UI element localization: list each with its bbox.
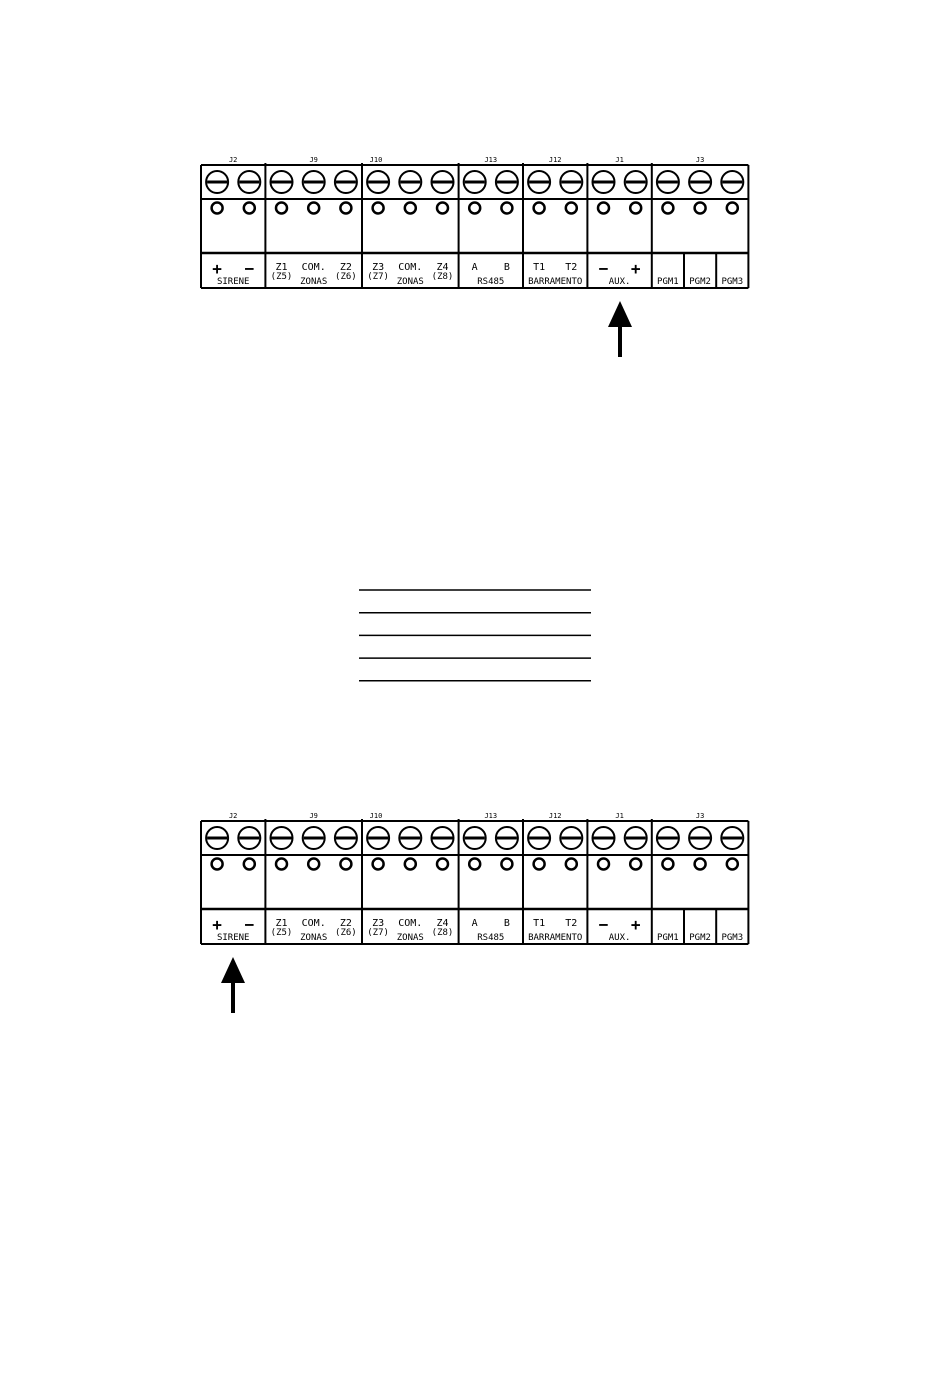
terminal-label-t2: T2	[565, 262, 578, 273]
terminal-block-diagram-top	[201, 156, 748, 357]
wire-hole-icon	[727, 203, 738, 214]
terminal-sub-label: (Z7)	[367, 272, 389, 282]
wire-hole-icon	[566, 203, 577, 214]
wire-hole-icon	[308, 859, 319, 870]
terminal-group-j3	[652, 812, 744, 944]
connector-id-label: J1	[615, 156, 624, 164]
wire-hole-icon	[630, 859, 641, 870]
terminal-label-z3: Z3	[372, 918, 385, 929]
terminal-label-z1: Z1	[275, 918, 288, 929]
wire-hole-icon	[501, 203, 512, 214]
terminal-label-plus: +	[212, 915, 222, 934]
wire-hole-icon	[340, 203, 351, 214]
terminal-label-minus: −	[598, 259, 609, 278]
terminal-label-plus: +	[630, 259, 641, 278]
terminal-label-minus: −	[244, 259, 255, 278]
terminal-group-j13	[459, 156, 518, 288]
wire-hole-icon	[727, 859, 738, 870]
wire-hole-icon	[244, 203, 255, 214]
terminal-label-com: COM.	[398, 262, 423, 273]
connector-id-label: J12	[548, 156, 562, 164]
terminal-label-plus: +	[630, 915, 641, 934]
terminal-label-t1: T1	[533, 262, 546, 273]
wire-hole-icon	[534, 203, 545, 214]
terminal-group-j12	[523, 812, 582, 944]
group-function-label: ZONAS	[396, 933, 424, 943]
wire-hole-icon	[373, 859, 384, 870]
connector-id-label: J13	[484, 156, 498, 164]
group-function-label: SIRENE	[216, 933, 250, 943]
connector-id-label: J13	[484, 812, 498, 820]
terminal-group-j10	[362, 156, 454, 288]
terminal-label-com: COM.	[398, 918, 423, 929]
group-function-label: ZONAS	[300, 277, 328, 287]
wire-hole-icon	[630, 203, 641, 214]
wire-hole-icon	[695, 859, 706, 870]
terminal-sub-label: (Z6)	[335, 928, 357, 938]
terminal-sub-label: (Z5)	[270, 272, 293, 282]
terminal-label-a: A	[471, 262, 478, 273]
wire-hole-icon	[212, 203, 223, 214]
connector-id-label: J3	[695, 156, 705, 164]
connector-id-label: J2	[228, 812, 238, 820]
terminal-label-minus: −	[244, 915, 255, 934]
terminal-group-j9	[265, 812, 357, 944]
terminal-label-minus: −	[598, 915, 609, 934]
terminal-sub-label: (Z6)	[335, 272, 357, 282]
wire-hole-icon	[437, 203, 448, 214]
terminal-label-z4: Z4	[436, 918, 449, 929]
pgm-cell-label: PGM1	[657, 933, 679, 943]
pgm-cell-label: PGM3	[721, 277, 744, 287]
wire-hole-icon	[373, 203, 384, 214]
terminal-group-j9	[265, 156, 357, 288]
terminal-label-z3: Z3	[372, 262, 385, 273]
terminal-group-j2	[206, 156, 260, 287]
terminal-label-z1: Z1	[275, 262, 288, 273]
wire-hole-icon	[598, 859, 609, 870]
terminal-group-j12	[523, 156, 582, 288]
wire-hole-icon	[662, 859, 673, 870]
terminal-group-j1	[587, 812, 646, 944]
wire-hole-icon	[695, 203, 706, 214]
connector-id-label: J9	[309, 156, 318, 164]
terminal-group-j10	[362, 812, 454, 944]
group-function-label: AUX.	[608, 933, 631, 943]
terminal-group-j3	[652, 156, 744, 288]
connector-id-label: J9	[309, 812, 318, 820]
terminal-group-j13	[459, 812, 518, 944]
connector-id-label: J2	[228, 156, 238, 164]
wire-hole-icon	[469, 203, 480, 214]
terminal-sub-label: (Z5)	[270, 928, 293, 938]
group-function-label: RS485	[477, 933, 505, 943]
connector-id-label: J12	[548, 812, 562, 820]
terminal-label-plus: +	[212, 259, 222, 278]
wire-hole-icon	[534, 859, 545, 870]
terminal-label-b: B	[503, 262, 510, 273]
terminal-label-b: B	[503, 918, 510, 929]
terminal-sub-label: (Z8)	[431, 928, 454, 938]
wire-hole-icon	[469, 859, 480, 870]
terminal-group-j2	[206, 812, 260, 943]
terminal-label-z4: Z4	[436, 262, 449, 273]
wire-hole-icon	[662, 203, 673, 214]
wire-hole-icon	[340, 859, 351, 870]
pgm-cell-label: PGM2	[689, 933, 711, 943]
terminal-label-t1: T1	[533, 918, 546, 929]
wire-hole-icon	[308, 203, 319, 214]
group-function-label: ZONAS	[396, 277, 424, 287]
group-function-label: BARRAMENTO	[528, 277, 583, 287]
wire-hole-icon	[437, 859, 448, 870]
terminal-label-z2: Z2	[339, 262, 352, 273]
connector-id-label: J1	[615, 812, 624, 820]
wire-hole-icon	[276, 859, 287, 870]
wire-hole-icon	[244, 859, 255, 870]
wire-hole-icon	[212, 859, 223, 870]
group-function-label: ZONAS	[300, 933, 328, 943]
group-function-label: BARRAMENTO	[528, 933, 583, 943]
connector-id-label: J3	[695, 812, 705, 820]
terminal-sub-label: (Z8)	[431, 272, 454, 282]
connector-id-label: J10	[369, 156, 383, 164]
terminal-label-z2: Z2	[339, 918, 352, 929]
terminal-group-j1	[587, 156, 646, 288]
wire-hole-icon	[276, 203, 287, 214]
group-function-label: AUX.	[608, 277, 631, 287]
terminal-sub-label: (Z7)	[367, 928, 389, 938]
wire-hole-icon	[501, 859, 512, 870]
terminal-label-a: A	[471, 918, 478, 929]
terminal-block-diagram-bottom	[201, 812, 748, 1013]
terminal-label-com: COM.	[301, 918, 326, 929]
wire-hole-icon	[405, 203, 416, 214]
terminal-label-com: COM.	[301, 262, 326, 273]
group-function-label: RS485	[477, 277, 505, 287]
terminal-label-t2: T2	[565, 918, 578, 929]
connector-id-label: J10	[369, 812, 383, 820]
blank-line-group	[359, 590, 591, 681]
wire-hole-icon	[405, 859, 416, 870]
pgm-cell-label: PGM3	[721, 933, 744, 943]
pgm-cell-label: PGM1	[657, 277, 679, 287]
wire-hole-icon	[566, 859, 577, 870]
pgm-cell-label: PGM2	[689, 277, 711, 287]
group-function-label: SIRENE	[216, 277, 250, 287]
wire-hole-icon	[598, 203, 609, 214]
